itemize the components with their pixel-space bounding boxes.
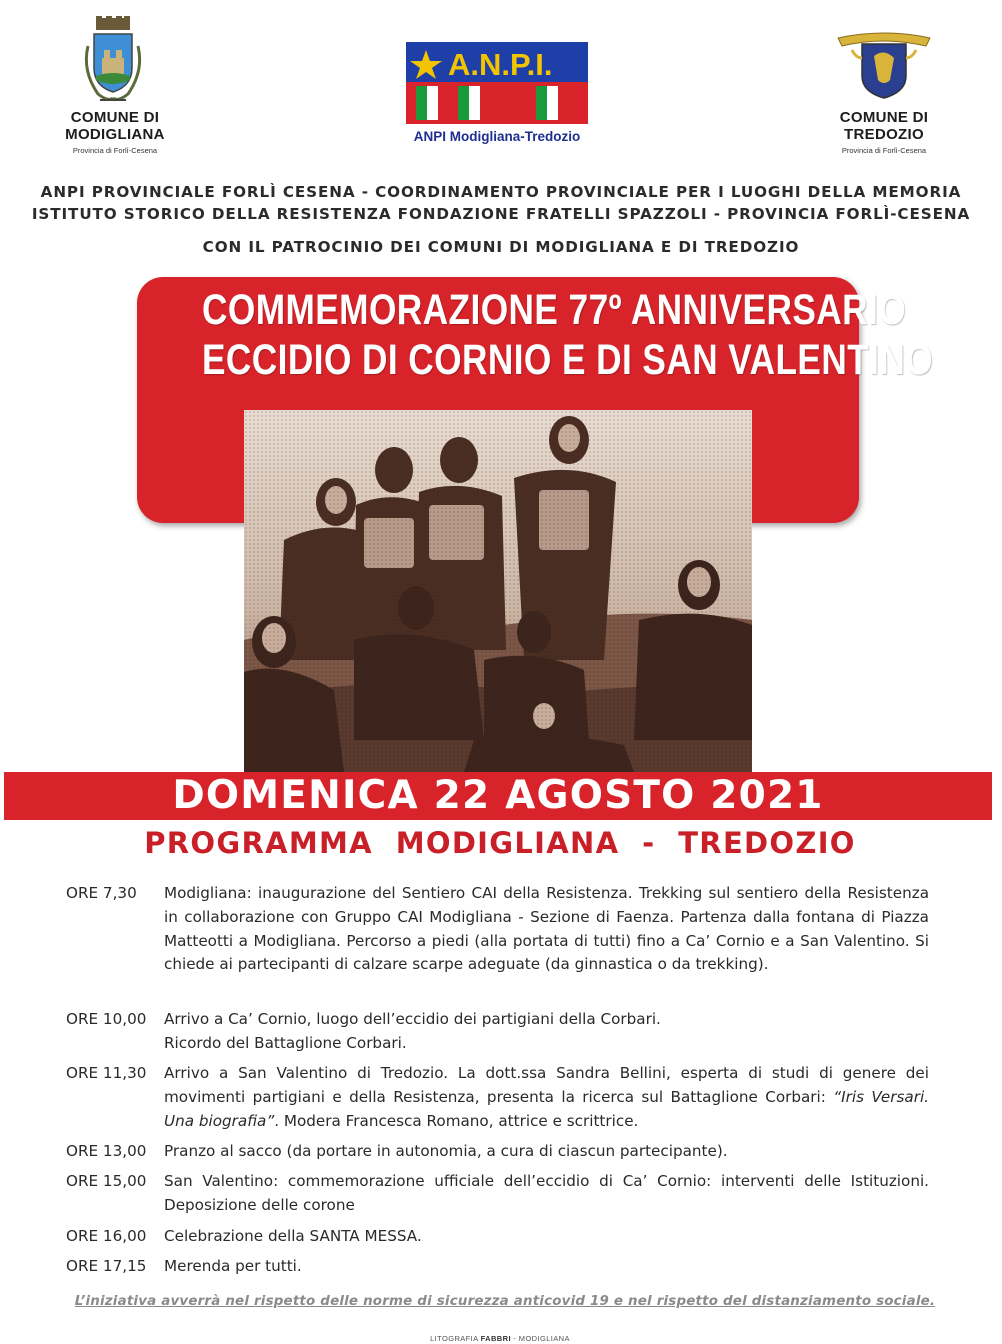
anpi-section-name: ANPI Modigliana-Tredozio	[413, 129, 581, 144]
patronage-line: CON IL PATROCINIO DEI COMUNI DI MODIGLIANA E DI TREDOZIO	[202, 238, 800, 256]
title-line-2: ECCIDIO DI CORNIO E DI SAN VALENTINO	[201, 336, 934, 384]
svg-text:A.N.P.I.: A.N.P.I.	[448, 47, 553, 82]
tredozio-coat-of-arms	[832, 28, 936, 100]
schedule-time: ORE 13,00	[66, 1142, 147, 1160]
modigliana-name-line2: MODIGLIANA	[65, 126, 165, 143]
schedule-description: Pranzo al sacco (da portare in autonomia, a cura di ciascun partecipante).	[164, 1142, 728, 1160]
printer-prefix: LITOGRAFIA	[430, 1334, 481, 1343]
book-title: “Iris Versari. Una biografia”	[164, 1087, 929, 1130]
tredozio-name	[814, 109, 954, 143]
schedule-description: Celebrazione della SANTA MESSA.	[164, 1227, 422, 1245]
schedule-description	[164, 1062, 929, 1133]
organisers-line-1: ANPI PROVINCIALE FORLÌ CESENA - COORDINAMENTO PROVINCIALE PER I LUOGHI DELLA MEMORIA	[40, 183, 962, 201]
programme-heading: PROGRAMMA MODIGLIANA - TREDOZIO	[144, 826, 856, 860]
title-line-1: COMMEMORAZIONE 77º ANNIVERSARIO	[201, 286, 907, 334]
covid-notice: L’iniziativa avverrà nel rispetto delle norme di sicurezza anticovid 19 e nel rispetto del distanziamento sociale.	[74, 1294, 936, 1309]
schedule-description-line: Arrivo a Ca’ Cornio, luogo dell’eccidio dei partigiani della Corbari.	[164, 1010, 661, 1028]
modigliana-coat-of-arms	[80, 16, 146, 104]
partisans-group-photo	[244, 410, 752, 772]
schedule-time: ORE 11,30	[66, 1064, 147, 1082]
schedule-time: ORE 15,00	[66, 1172, 147, 1190]
printer-name: FABBRI	[480, 1334, 511, 1343]
schedule-time: ORE 16,00	[66, 1227, 147, 1245]
organisers-line-2: ISTITUTO STORICO DELLA RESISTENZA FONDAZIONE FRATELLI SPAZZOLI - PROVINCIA FORLÌ-CESENA	[31, 205, 971, 223]
modigliana-name	[45, 109, 185, 143]
printer-suffix: - MODIGLIANA	[510, 1334, 570, 1343]
schedule-description: Merenda per tutti.	[164, 1257, 302, 1275]
modigliana-name-line1: COMUNE DI	[70, 109, 160, 126]
tredozio-province: Provincia di Forlì-Cesena	[841, 146, 927, 155]
printer-credit	[340, 1334, 660, 1343]
schedule-text: . Modera Francesca Romano, attrice e scrittrice.	[274, 1111, 639, 1130]
schedule-description	[164, 1008, 929, 1056]
schedule-time: ORE 10,00	[66, 1010, 147, 1028]
modigliana-province: Provincia di Forlì-Cesena	[72, 146, 158, 155]
schedule-description-line: Ricordo del Battaglione Corbari.	[164, 1033, 407, 1052]
tredozio-name-line2: TREDOZIO	[844, 126, 924, 143]
schedule-text: Arrivo a San Valentino di Tredozio. La dott.ssa Sandra Bellini, esperta di studi di genere dei movimenti partigiani e della Resistenza, presenta la ricerca sul Battaglione Corbari:	[164, 1064, 929, 1106]
schedule-time: ORE 17,15	[66, 1257, 147, 1275]
schedule-description: San Valentino: commemorazione ufficiale dell’eccidio di Ca’ Cornio: interventi delle Istituzioni. Deposizione delle corone	[164, 1172, 929, 1214]
schedule-description: Modigliana: inaugurazione del Sentiero CAI della Resistenza. Trekking sul sentiero della Resistenza in collaborazione con Gruppo CAI Modigliana - Sezione di Faenza. Partenza dalla fontana di Piazza Matteotti a Modigliana. Percorso a piedi (alla portata di tutti) fino a Ca’ Cornio e a San Valentino. Si chiede ai partecipanti di calzare scarpe adeguate (da ginnastica o da trekking).	[164, 884, 929, 974]
schedule-time: ORE 7,30	[66, 884, 137, 902]
tredozio-name-line1: COMUNE DI	[839, 109, 929, 126]
anpi-logo	[406, 42, 588, 124]
event-date: DOMENICA 22 AGOSTO 2021	[172, 773, 824, 818]
